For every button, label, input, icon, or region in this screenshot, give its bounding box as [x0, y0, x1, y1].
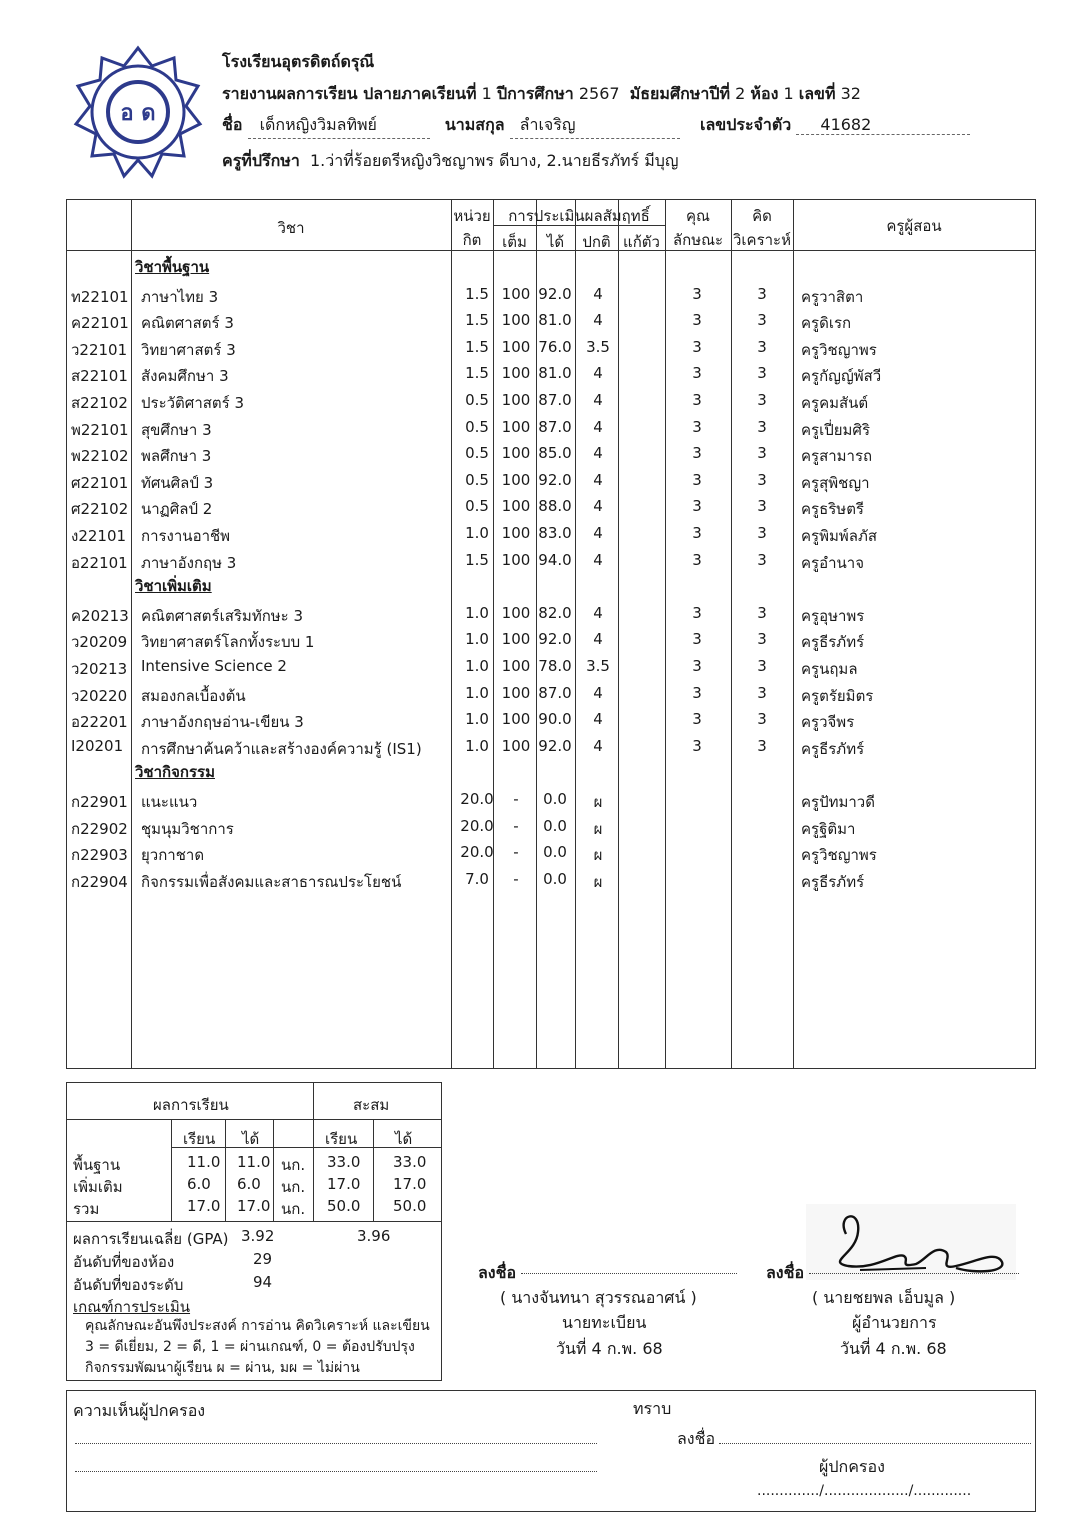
thinking: 3 [757, 710, 767, 729]
credit: 0.5 [465, 391, 489, 409]
header-teacher: ครูผู้สอน [886, 217, 942, 235]
subject-code: ว20213 [71, 660, 128, 678]
character: 3 [692, 284, 702, 303]
thinking: 3 [757, 284, 767, 303]
full-score: 100 [501, 284, 531, 303]
subject-name: วิทยาศาสตร์ 3 [141, 340, 236, 359]
gpa-label: ผลการเรียนเฉลี่ย (GPA) [73, 1230, 229, 1248]
thinking: 3 [757, 497, 767, 516]
grade: 4 [593, 710, 603, 729]
summary-acc-got-header: ได้ [395, 1130, 413, 1148]
director-sign-line: ลงชื่อ [766, 1261, 1019, 1286]
subject-name: ภาษาไทย 3 [141, 287, 219, 306]
grade: 4 [593, 550, 603, 569]
section-title: วิชากิจกรรม [135, 763, 215, 782]
summary-accum-label: สะสม [353, 1096, 390, 1114]
header-credit-top: หน่วย [453, 207, 491, 225]
table-row [67, 285, 1035, 311]
subject-name: ภาษาอังกฤษ 3 [141, 553, 237, 572]
subject-code: ว20220 [71, 686, 128, 705]
summary-study: 11.0 [187, 1153, 221, 1171]
score: 76.0 [538, 337, 572, 356]
character: 3 [692, 683, 702, 702]
grade: 4 [593, 630, 603, 649]
thinking: 3 [757, 683, 767, 702]
subject-code: ค20213 [71, 606, 129, 625]
grade: ผ [593, 819, 603, 838]
summary-got: 11.0 [237, 1153, 271, 1171]
score: 81.0 [538, 364, 572, 383]
credit: 20.0 [460, 790, 494, 808]
table-row [67, 817, 1035, 843]
thinking: 3 [757, 391, 767, 409]
full-score: 100 [501, 337, 531, 356]
character: 3 [692, 417, 702, 436]
grade: ผ [593, 846, 603, 865]
score: 0.0 [543, 816, 567, 835]
character: 3 [692, 391, 702, 409]
subject-code: อ22101 [71, 553, 128, 572]
character: 3 [692, 603, 702, 622]
teacher: ครูวาสิตา [801, 287, 864, 306]
subject-name: การศึกษาค้นคว้าและสร้างองค์ความรู้ (IS1) [141, 739, 422, 758]
credit: 0.5 [465, 444, 489, 463]
thinking: 3 [757, 364, 767, 383]
summary-acc-study: 50.0 [327, 1197, 361, 1215]
table-row [67, 418, 1035, 444]
header-subject: วิชา [277, 219, 305, 237]
teacher: ครูสามารถ [801, 447, 873, 466]
score: 85.0 [538, 444, 572, 463]
summary-row-label: รวม [73, 1200, 100, 1218]
full-score: 100 [501, 391, 531, 409]
teacher: ครูตรัยมิตร [801, 686, 874, 705]
subject-name: ทัศนศิลป์ 3 [141, 473, 214, 492]
subject-name: สังคมศึกษา 3 [141, 367, 229, 386]
subject-code: ก22903 [71, 846, 128, 865]
parent-comment-label: ความเห็นผู้ปกครอง [73, 1401, 206, 1420]
subject-code: ค22101 [71, 314, 129, 333]
student-surname: ลำเจริญ [510, 113, 680, 139]
header-assessment: การประเมินผลสัมฤทธิ์ [508, 207, 650, 225]
subject-name: วิทยาศาสตร์โลกทั้งระบบ 1 [141, 633, 315, 652]
teacher: ครูคมสันต์ [801, 394, 869, 412]
teacher: ครูเปี่ยมศิริ [801, 420, 870, 439]
teacher: ครูวิชญาพร [801, 846, 877, 865]
score: 78.0 [538, 657, 572, 675]
header-got: ได้ [546, 233, 565, 251]
credit: 1.0 [465, 710, 489, 729]
subject-code: ว22101 [71, 340, 128, 359]
header-full: เต็ม [502, 233, 527, 251]
grade: 3.5 [586, 337, 610, 356]
character: 3 [692, 364, 702, 383]
subject-name: สุขศึกษา 3 [141, 420, 212, 439]
subject-name: คณิตศาสตร์เสริมทักษะ 3 [141, 606, 304, 625]
table-row [67, 710, 1035, 736]
full-score: 100 [501, 444, 531, 463]
subject-name: Intensive Science 2 [141, 657, 287, 675]
rank-level-value: 94 [253, 1273, 273, 1291]
full-score: 100 [501, 710, 531, 729]
thinking: 3 [757, 736, 767, 755]
character: 3 [692, 497, 702, 516]
score: 87.0 [538, 683, 572, 702]
character: 3 [692, 470, 702, 489]
teacher: ครูธีรภัทร์ [801, 739, 865, 758]
subject-code: ศ22102 [71, 500, 129, 519]
grade: 4 [593, 683, 603, 702]
teacher: ครูอำนาจ [801, 553, 864, 572]
score: 92.0 [538, 284, 572, 303]
full-score: - [513, 816, 519, 835]
section-title: วิชาพื้นฐาน [135, 258, 210, 276]
subject-name: นาฏศิลป์ 2 [141, 500, 213, 519]
rank-room-label: อันดับที่ของห้อง [73, 1253, 175, 1271]
thinking: 3 [757, 603, 767, 622]
table-row [67, 551, 1035, 577]
score: 92.0 [538, 736, 572, 755]
header-credit-bottom: กิต [462, 231, 482, 249]
credit: 0.5 [465, 417, 489, 436]
table-row [67, 497, 1035, 523]
character: 3 [692, 630, 702, 649]
summary-got-header: ได้ [242, 1130, 260, 1148]
summary-box [66, 1082, 442, 1381]
summary-acc-got: 50.0 [393, 1197, 427, 1215]
full-score: 100 [501, 736, 531, 755]
grade: 4 [593, 524, 603, 542]
score: 81.0 [538, 311, 572, 330]
score: 90.0 [538, 710, 572, 729]
credit: 0.5 [465, 497, 489, 516]
thinking: 3 [757, 417, 767, 436]
rank-room-value: 29 [253, 1250, 273, 1268]
score: 82.0 [538, 603, 572, 622]
registrar-sign-line: ลงชื่อ [478, 1261, 737, 1286]
registrar-name: ( นางจันทนา สุวรรณอาศน์ ) [500, 1288, 697, 1307]
credit: 1.0 [465, 736, 489, 755]
summary-study: 17.0 [187, 1197, 221, 1215]
director-date: วันที่ 4 ก.พ. 68 [840, 1339, 947, 1358]
table-row [67, 737, 1035, 763]
score: 0.0 [543, 843, 567, 862]
character: 3 [692, 337, 702, 356]
subject-name: ภาษาอังกฤษอ่าน-เขียน 3 [141, 713, 304, 732]
grade: 4 [593, 311, 603, 330]
summary-got: 17.0 [237, 1197, 271, 1215]
full-score: 100 [501, 683, 531, 702]
score: 0.0 [543, 869, 567, 888]
school-logo [70, 44, 206, 180]
credit: 1.0 [465, 603, 489, 622]
teacher: ครูฐิติมา [801, 819, 856, 838]
teacher: ครูนฤมล [801, 660, 858, 678]
grade: 4 [593, 470, 603, 489]
subject-code: พ22102 [71, 447, 129, 466]
full-score: 100 [501, 524, 531, 542]
credit: 1.5 [465, 284, 489, 303]
full-score: 100 [501, 550, 531, 569]
score: 92.0 [538, 630, 572, 649]
student-line: ชื่อ เด็กหญิงวิมลทิพย์ นามสกุล ลำเจริญ เลขประจำตัว 41682 [222, 113, 970, 139]
table-row [67, 684, 1035, 710]
subject-code: ก22901 [71, 793, 128, 811]
subject-name: ประวัติศาสตร์ 3 [141, 394, 245, 412]
table-row [67, 630, 1035, 656]
full-score: 100 [501, 470, 531, 489]
header-fix: แก้ตัว [623, 233, 660, 251]
director-role: ผู้อำนวยการ [852, 1313, 937, 1332]
subject-name: แนะแนว [141, 793, 198, 811]
score: 92.0 [538, 470, 572, 489]
grade: 4 [593, 603, 603, 622]
subject-code: อ22201 [71, 713, 128, 732]
school-name: โรงเรียนอุตรดิตถ์ดรุณี [222, 52, 375, 71]
subject-name: ยุวกาชาด [141, 846, 205, 865]
full-score: 100 [501, 311, 531, 330]
summary-study-header: เรียน [183, 1130, 216, 1148]
subject-code: ส22102 [71, 394, 128, 412]
table-row [67, 657, 1035, 683]
criteria-line-3: กิจกรรมพัฒนาผู้เรียน ผ = ผ่าน, มผ = ไม่ผ่าน [85, 1360, 360, 1376]
grade: 4 [593, 444, 603, 463]
credit: 1.0 [465, 524, 489, 542]
header-think-bottom: วิเคราะห์ [732, 231, 791, 249]
teacher: ครูพิมพ์ลภัส [801, 527, 877, 545]
thinking: 3 [757, 524, 767, 542]
score: 0.0 [543, 790, 567, 808]
credit: 0.5 [465, 470, 489, 489]
full-score: - [513, 843, 519, 862]
report-title-line: รายงานผลการเรียน ปลายภาคเรียนที่ 1 ปีการศึกษา 2567 มัธยมศึกษาปีที่ 2 ห้อง 1 เลขที่ 32 [222, 84, 861, 103]
grades-table [66, 199, 1036, 1069]
full-score: 100 [501, 630, 531, 649]
table-row [67, 311, 1035, 337]
teacher: ครูธีรภัทร์ [801, 633, 865, 652]
table-row [67, 471, 1035, 497]
summary-unit: นก. [281, 1178, 306, 1196]
grade: 3.5 [586, 657, 610, 675]
subject-code: ง22101 [71, 527, 127, 545]
teacher: ครูปัทมาวดี [801, 793, 875, 811]
table-row [67, 790, 1035, 816]
teacher: ครูวจีพร [801, 713, 855, 732]
score: 94.0 [538, 550, 572, 569]
summary-acc-study: 17.0 [327, 1175, 361, 1193]
criteria-line-1: คุณลักษณะอันพึงประสงค์ การอ่าน คิดวิเคราะห์ และเขียน [85, 1318, 430, 1334]
thinking: 3 [757, 550, 767, 569]
summary-got: 6.0 [237, 1175, 261, 1193]
score: 88.0 [538, 497, 572, 516]
credit: 20.0 [460, 843, 494, 862]
character: 3 [692, 657, 702, 675]
gpa-accum-value: 3.96 [357, 1227, 391, 1245]
grade: 4 [593, 284, 603, 303]
header-normal: ปกติ [582, 233, 611, 251]
character: 3 [692, 444, 702, 463]
credit: 1.5 [465, 364, 489, 383]
summary-study: 6.0 [187, 1175, 211, 1193]
credit: 1.0 [465, 630, 489, 649]
credit: 1.0 [465, 683, 489, 702]
full-score: - [513, 869, 519, 888]
summary-row-label: พื้นฐาน [73, 1156, 121, 1174]
character: 3 [692, 550, 702, 569]
grade: 4 [593, 364, 603, 383]
parent-role: ผู้ปกครอง [819, 1457, 885, 1476]
thinking: 3 [757, 444, 767, 463]
subject-name: การงานอาชีพ [141, 527, 231, 545]
subject-code: ศ22101 [71, 473, 129, 492]
table-row [67, 444, 1035, 470]
teacher: ครูธีรภัทร์ [801, 872, 865, 891]
score: 87.0 [538, 391, 572, 409]
summary-unit: นก. [281, 1156, 306, 1174]
section-title: วิชาเพิ่มเติม [135, 577, 212, 596]
credit: 1.5 [465, 311, 489, 330]
subject-code: I20201 [71, 736, 124, 755]
teacher: ครูธริษตรี [801, 500, 864, 519]
teacher: ครูสุพิชญา [801, 473, 870, 492]
subject-name: กิจกรรมเพื่อสังคมและสาธารณประโยชน์ [141, 872, 402, 891]
summary-acc-got: 33.0 [393, 1153, 427, 1171]
registrar-role: นายทะเบียน [562, 1313, 647, 1332]
criteria-title: เกณฑ์การประเมิน [73, 1298, 191, 1316]
grade: ผ [593, 793, 603, 811]
table-row [67, 604, 1035, 630]
credit: 1.0 [465, 657, 489, 675]
summary-row-label: เพิ่มเติม [73, 1178, 123, 1196]
parent-date-line: ............../.................../............. [757, 1483, 972, 1499]
subject-code: ก22902 [71, 819, 128, 838]
parent-comment-box [66, 1390, 1036, 1512]
summary-acc-study-header: เรียน [325, 1130, 358, 1148]
advisor-line: ครูที่ปรึกษา 1.ว่าที่ร้อยตรีหญิงวิชญาพร ดีบาง, 2.นายธีรภัทร์ มีบุญ [222, 151, 679, 170]
summary-unit: นก. [281, 1200, 306, 1218]
teacher: ครูอุษาพร [801, 606, 865, 625]
subject-name: ชุมนุมวิชาการ [141, 819, 234, 838]
credit: 1.5 [465, 337, 489, 356]
teacher: ครูวิชญาพร [801, 340, 877, 359]
gpa-value: 3.92 [241, 1227, 275, 1245]
table-row [67, 524, 1035, 550]
table-row [67, 364, 1035, 390]
grade: 4 [593, 417, 603, 436]
thinking: 3 [757, 470, 767, 489]
character: 3 [692, 311, 702, 330]
table-row [67, 338, 1035, 364]
score: 87.0 [538, 417, 572, 436]
subject-code: พ22101 [71, 420, 129, 439]
thinking: 3 [757, 337, 767, 356]
grade: 4 [593, 736, 603, 755]
summary-acc-got: 17.0 [393, 1175, 427, 1193]
full-score: 100 [501, 657, 531, 675]
grade: ผ [593, 872, 603, 891]
svg-text:อ ด: อ ด [120, 101, 156, 126]
header-char-top: คุณ [686, 207, 710, 225]
character: 3 [692, 736, 702, 755]
summary-acc-study: 33.0 [327, 1153, 361, 1171]
credit: 20.0 [460, 816, 494, 835]
subject-code: ก22904 [71, 872, 128, 891]
subject-code: ท22101 [71, 287, 129, 306]
teacher: ครูดิเรก [801, 314, 852, 333]
thinking: 3 [757, 657, 767, 675]
credit: 7.0 [465, 869, 489, 888]
score: 83.0 [538, 524, 572, 542]
full-score: 100 [501, 364, 531, 383]
subject-code: ว20209 [71, 633, 128, 652]
summary-result-label: ผลการเรียน [153, 1096, 229, 1114]
director-name: ( นายชยพล เอ็บมูล ) [812, 1288, 956, 1307]
full-score: 100 [501, 497, 531, 516]
character: 3 [692, 710, 702, 729]
table-row [67, 870, 1035, 896]
full-score: 100 [501, 603, 531, 622]
header-think-top: คิด [752, 207, 772, 225]
rank-level-label: อันดับที่ของระดับ [73, 1276, 184, 1294]
table-row [67, 391, 1035, 417]
registrar-date: วันที่ 4 ก.พ. 68 [556, 1339, 663, 1358]
thinking: 3 [757, 311, 767, 330]
subject-name: คณิตศาสตร์ 3 [141, 314, 234, 333]
table-row [67, 843, 1035, 869]
parent-ack-label: ทราบ [633, 1399, 672, 1418]
student-id: 41682 [796, 115, 970, 135]
full-score: - [513, 790, 519, 808]
grade: 4 [593, 497, 603, 516]
criteria-line-2: 3 = ดีเยี่ยม, 2 = ดี, 1 = ผ่านเกณฑ์, 0 = ต้องปรับปรุง [85, 1339, 415, 1355]
student-name: เด็กหญิงวิมลทิพย์ [248, 113, 430, 139]
subject-name: สมองกลเบื้องต้น [141, 686, 246, 705]
subject-name: พลศึกษา 3 [141, 447, 212, 466]
teacher: ครูกัญญ์พัสวี [801, 367, 882, 386]
parent-sign-label: ลงชื่อ [677, 1429, 716, 1448]
thinking: 3 [757, 630, 767, 649]
full-score: 100 [501, 417, 531, 436]
character: 3 [692, 524, 702, 542]
header-char-bottom: ลักษณะ [672, 231, 724, 249]
grade: 4 [593, 391, 603, 409]
credit: 1.5 [465, 550, 489, 569]
subject-code: ส22101 [71, 367, 128, 386]
